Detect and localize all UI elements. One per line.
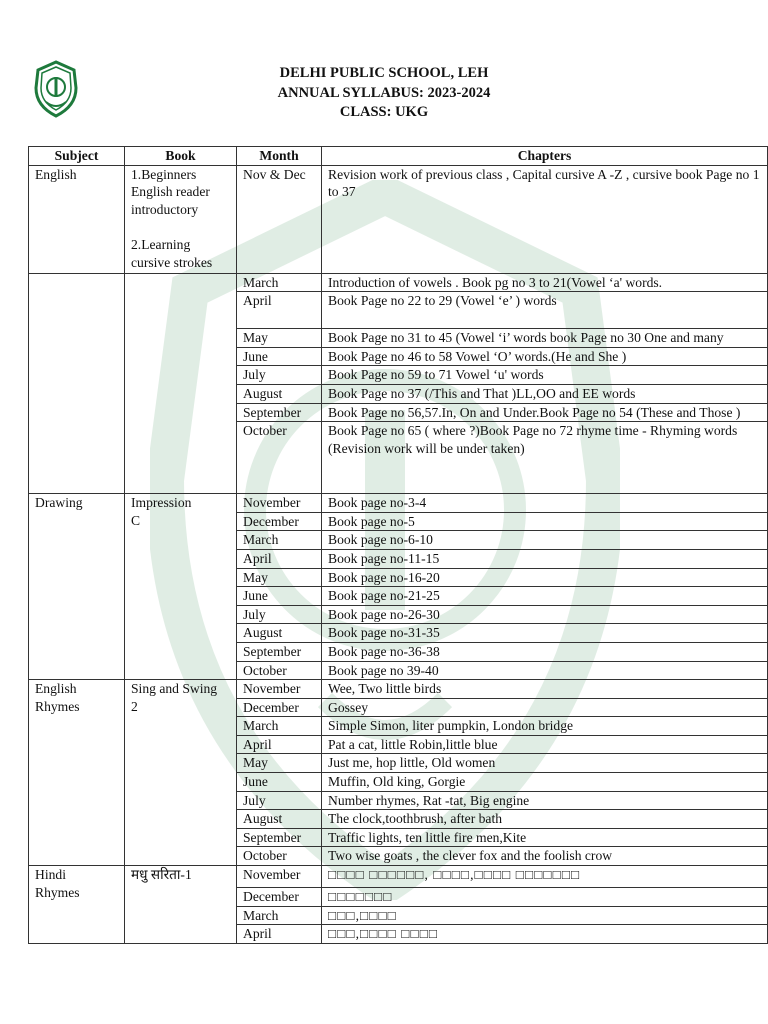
month-cell: June	[237, 773, 322, 792]
table-row	[29, 494, 768, 513]
month-cell: September	[237, 642, 322, 661]
table-row	[29, 680, 768, 699]
chapter-cell: Book Page no 59 to 71 Vowel ‘u' words	[322, 366, 768, 385]
subject-cell: English Rhymes	[29, 680, 125, 866]
table-header-row	[29, 147, 768, 166]
month-cell: December	[237, 888, 322, 907]
month-cell: May	[237, 568, 322, 587]
month-cell: November	[237, 494, 322, 513]
school-name: DELHI PUBLIC SCHOOL, LEH	[279, 65, 489, 81]
month-cell: July	[237, 366, 322, 385]
chapter-cell: Book Page no 46 to 58 Vowel ‘O’ words.(He and She )	[322, 347, 768, 366]
month-cell: October	[237, 661, 322, 680]
chapter-cell: Book page no-3-4	[322, 494, 768, 513]
month-cell: August	[237, 810, 322, 829]
chapter-cell: Book page no-5	[322, 512, 768, 531]
month-cell: April	[237, 735, 322, 754]
chapter-cell: Pat a cat, little Robin,little blue	[322, 735, 768, 754]
month-cell: May	[237, 754, 322, 773]
month-cell: July	[237, 605, 322, 624]
month-cell: August	[237, 624, 322, 643]
table-row	[29, 165, 768, 273]
chapter-cell: Number rhymes, Rat -tat, Big engine	[322, 791, 768, 810]
chapter-cell: Introduction of vowels . Book pg no 3 to 21(Vowel ‘a' words.	[322, 273, 768, 292]
chapter-cell: Book page no-31-35	[322, 624, 768, 643]
chapter-cell: □□□□□□□	[322, 888, 768, 907]
chapter-cell: Book Page no 56,57.In, On and Under.Book Page no 54 (These and Those )	[322, 403, 768, 422]
chapter-cell: Book Page no 31 to 45 (Vowel ‘i’ words book Page no 30 One and many	[322, 329, 768, 348]
chapter-cell: Traffic lights, ten little fire men,Kite	[322, 828, 768, 847]
chapter-cell: Simple Simon, liter pumpkin, London bridge	[322, 717, 768, 736]
subject-cell: Hindi Rhymes	[29, 866, 125, 944]
book-cell: मधु सरिता-1	[125, 866, 237, 944]
month-cell: May	[237, 329, 322, 348]
chapter-cell: Muffin, Old king, Gorgie	[322, 773, 768, 792]
month-cell: November	[237, 866, 322, 888]
month-cell: Nov & Dec	[237, 165, 322, 273]
chapter-cell: Book page no-11-15	[322, 549, 768, 568]
chapter-cell: Two wise goats , the clever fox and the foolish crow	[322, 847, 768, 866]
month-cell: June	[237, 347, 322, 366]
chapter-cell: Book page no-26-30	[322, 605, 768, 624]
chapter-cell: Book page no 39-40	[322, 661, 768, 680]
book-cell: Impression C	[125, 494, 237, 680]
subject-cell: Drawing	[29, 494, 125, 680]
month-cell: August	[237, 384, 322, 403]
chapter-cell: Wee, Two little birds	[322, 680, 768, 699]
month-cell: October	[237, 847, 322, 866]
chapter-cell: Revision work of previous class , Capital cursive A -Z , cursive book Page no 1 to 37	[322, 165, 768, 273]
chapter-cell: Book page no-21-25	[322, 587, 768, 606]
book-cell: 1.Beginners English reader introductory 2.Learning cursive strokes	[125, 165, 237, 273]
month-cell: October	[237, 422, 322, 494]
header-subject: Subject	[29, 147, 125, 166]
chapter-cell: □□□□ □□□□□□, □□□□,□□□□ □□□□□□□	[322, 866, 768, 888]
chapter-cell: Book Page no 65 ( where ?)Book Page no 72 rhyme time - Rhyming words (Revision work will be under taken)	[322, 422, 768, 494]
syllabus-table	[28, 146, 768, 944]
month-cell: December	[237, 698, 322, 717]
class-label: CLASS: UKG	[339, 104, 429, 120]
book-cell-empty	[125, 273, 237, 494]
header-month: Month	[237, 147, 322, 166]
month-cell: June	[237, 587, 322, 606]
month-cell: September	[237, 828, 322, 847]
table-row	[29, 273, 768, 292]
subject-cell: English	[29, 165, 125, 273]
chapter-cell: Book page no-6-10	[322, 531, 768, 550]
month-cell: December	[237, 512, 322, 531]
month-cell: April	[237, 292, 322, 329]
chapter-cell: Book Page no 37 (/This and That )LL,OO and EE words	[322, 384, 768, 403]
syllabus-title: ANNUAL SYLLABUS: 2023-2024	[277, 84, 491, 101]
month-cell: March	[237, 717, 322, 736]
chapter-cell: Book page no-16-20	[322, 568, 768, 587]
month-cell: April	[237, 925, 322, 944]
table-row	[29, 866, 768, 888]
month-cell: March	[237, 273, 322, 292]
month-cell: April	[237, 549, 322, 568]
document-header	[0, 64, 768, 123]
chapter-cell: Just me, hop little, Old women	[322, 754, 768, 773]
chapter-cell: Book Page no 22 to 29 (Vowel ‘e’ ) words	[322, 292, 768, 329]
header-book: Book	[125, 147, 237, 166]
month-cell: September	[237, 403, 322, 422]
chapter-cell: The clock,toothbrush, after bath	[322, 810, 768, 829]
month-cell: November	[237, 680, 322, 699]
book-cell: Sing and Swing 2	[125, 680, 237, 866]
chapter-cell: □□□,□□□□ □□□□	[322, 925, 768, 944]
month-cell: July	[237, 791, 322, 810]
month-cell: March	[237, 531, 322, 550]
chapter-cell: Book page no-36-38	[322, 642, 768, 661]
month-cell: March	[237, 906, 322, 925]
chapter-cell: Gossey	[322, 698, 768, 717]
subject-cell-empty	[29, 273, 125, 494]
chapter-cell: □□□,□□□□	[322, 906, 768, 925]
header-chapters: Chapters	[322, 147, 768, 166]
